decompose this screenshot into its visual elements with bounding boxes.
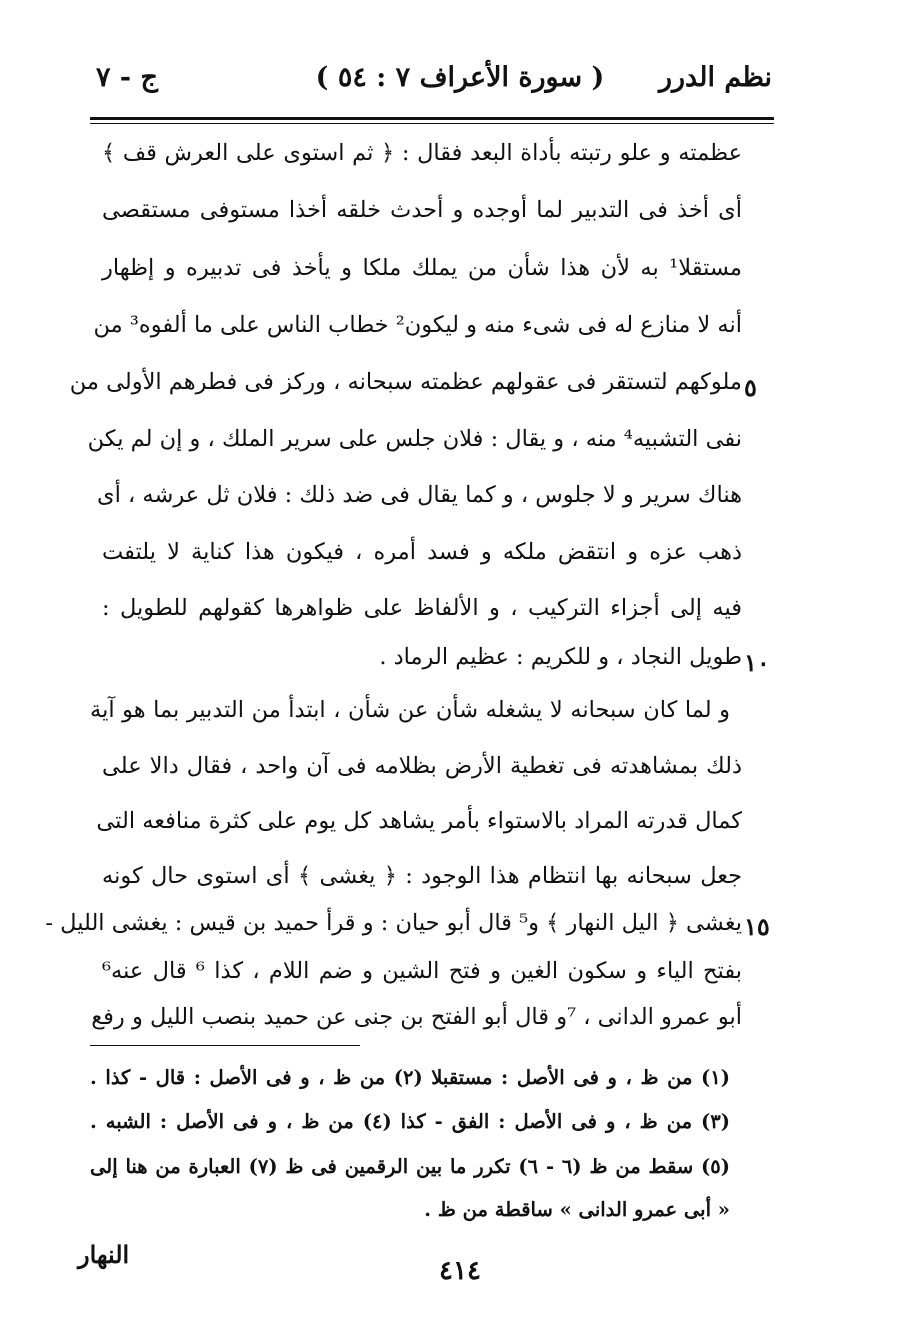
text-line: يغشى ﴿ اليل النهار ﴾ و⁵ قال أبو حيان : و قرأ حميد بن قيس : يغشى الليل - [45, 910, 742, 936]
page-number: ٤١٤ [439, 1256, 481, 1286]
footnote-line: (٥) سقط من ظ (٦ - ٦) تكرر ما بين الرقمين فى ظ (٧) العبارة من هنا إلى [90, 1155, 730, 1178]
header-rule-thick [90, 117, 774, 120]
text-line: طويل النجاد ، و للكريم : عظيم الرماد . [379, 644, 742, 670]
line-number-5: ٥ [744, 373, 757, 402]
text-line: فيه إلى أجزاء التركيب ، و الألفاظ على ظواهرها كقولهم للطويل : [102, 595, 742, 621]
text-line: هناك سرير و لا جلوس ، و كما يقال فى ضد ذلك : فلان ثل عرشه ، أى [96, 482, 742, 508]
line-number-15: ١٥ [744, 912, 770, 941]
text-line: ذلك بمشاهدته فى تغطية الأرض بظلامه فى آن واحد ، فقال دالا على [102, 753, 742, 779]
catchword: النهار [78, 1240, 130, 1269]
book-title: نظم الدرر [658, 62, 772, 93]
volume-label: ج - ٧ [96, 62, 158, 93]
text-line: بفتح الياء و سكون الغين و فتح الشين و ضم اللام ، كذا ⁶ قال عنه⁶ [102, 958, 742, 984]
text-line: كمال قدرته المراد بالاستواء بأمر يشاهد كل يوم على كثرة منافعه التى [96, 808, 742, 834]
footnote-line: (١) من ظ ، و فى الأصل : مستقبلا (٢) من ظ ، و فى الأصل : قال - كذا . [90, 1066, 730, 1089]
text-line: ملوكهم لتستقر فى عقولهم عظمته سبحانه ، وركز فى فطرهم الأولى من [69, 369, 742, 395]
text-line: أى أخذ فى التدبير لما أوجده و أحدث خلقه أخذا مستوفى مستقصى [102, 197, 742, 223]
text-line: أبو عمرو الدانى ، ⁷و قال أبو الفتح بن جنى عن حميد بنصب الليل و رفع [91, 1004, 742, 1030]
text-line: عظمته و علو رتبته بأداة البعد فقال : ﴿ ثم استوى على العرش قف ﴾ [102, 140, 742, 166]
text-line: مستقلا¹ به لأن هذا شأن من يملك ملكا و يأخذ فى تدبيره و إظهار [102, 255, 742, 281]
line-number-10: ١٠ [744, 648, 770, 677]
text-line: و لما كان سبحانه لا يشغله شأن عن شأن ، ابتدأ من التدبير بما هو آية [90, 697, 730, 723]
sura-reference: ( سورة الأعراف ٧ : ٥٤ ) [315, 62, 605, 93]
text-line: أنه لا منازع له فى شىء منه و ليكون² خطاب الناس على ما ألفوه³ من [93, 312, 742, 338]
text-line: جعل سبحانه بها انتظام هذا الوجود : ﴿ يغشى ﴾ أى استوى حال كونه [102, 863, 742, 889]
text-line: نفى التشبيه⁴ منه ، و يقال : فلان جلس على سرير الملك ، و إن لم يكن [87, 426, 742, 452]
footnote-line: « أبى عمرو الدانى » ساقطة من ظ . [424, 1198, 730, 1221]
text-line: ذهب عزه و انتقض ملكه و فسد أمره ، فيكون هذا كناية لا يلتفت [102, 539, 742, 565]
footnote-line: (٣) من ظ ، و فى الأصل : الفق - كذا (٤) من ظ ، و فى الأصل : الشبه . [90, 1110, 730, 1133]
header-rule-thin [90, 123, 774, 124]
footnote-separator [90, 1045, 360, 1046]
